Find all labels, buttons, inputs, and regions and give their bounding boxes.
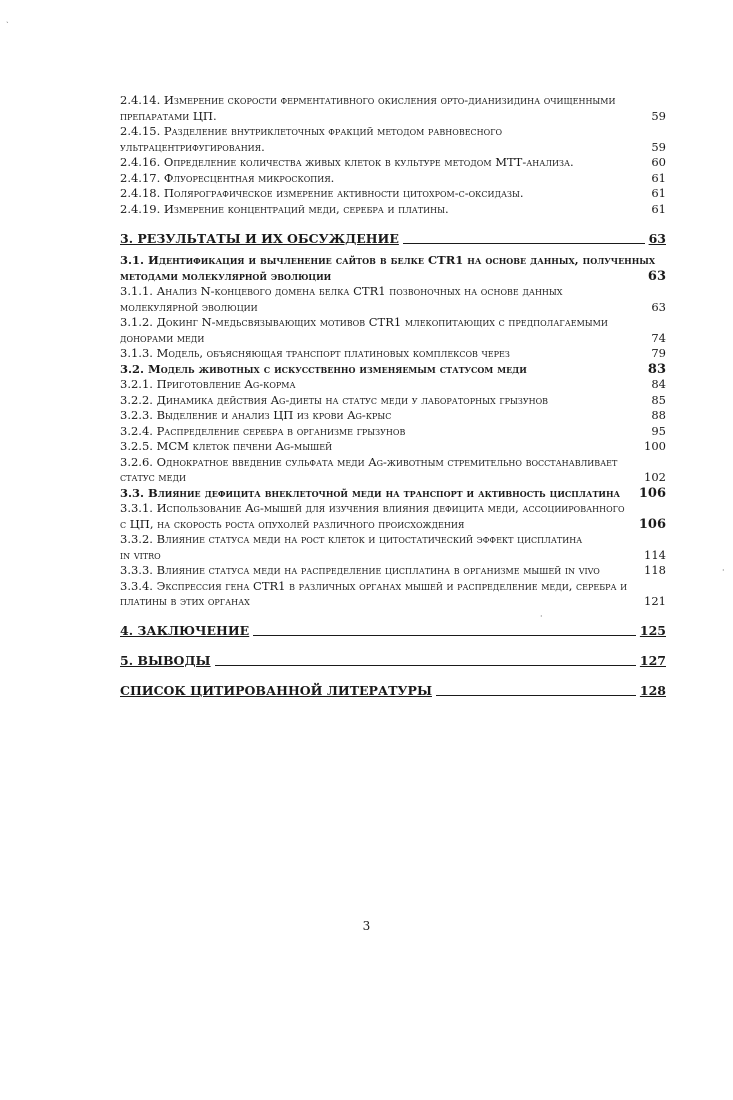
- toc-entry-text: 2.4.18. Полярографическое измерение активности цитохром-с-оксидазы.: [120, 186, 524, 200]
- toc-entry-2-4-14[interactable]: [120, 93, 666, 124]
- toc-page-number: 60: [651, 155, 666, 169]
- toc-entry-2-4-17[interactable]: [120, 171, 666, 187]
- toc-entry-text: 3.2.6. Однократное введение сульфата меди Ag-животным стремительно восстанавливает: [120, 454, 618, 469]
- toc-page-number: 74: [651, 330, 666, 345]
- toc-page-number: 118: [644, 563, 666, 577]
- toc-page-number: 106: [638, 485, 666, 501]
- leader-line: [253, 635, 636, 636]
- toc-entry-3-2-1[interactable]: [120, 377, 666, 393]
- toc-entry-3-3-4[interactable]: [120, 579, 666, 610]
- toc-entry-text: 3.2. Модель животных с искусственно изменяемым статусом меди: [120, 361, 527, 376]
- toc-chapter-4[interactable]: [120, 623, 666, 639]
- toc-references[interactable]: [120, 683, 666, 699]
- toc-entry-text: 3.2.3. Выделение и анализ ЦП из крови Ag-крыс: [120, 408, 392, 422]
- toc-page-number: 61: [651, 201, 666, 216]
- toc-entry-text: 3.3. Влияние дефицита внеклеточной меди на транспорт и активность цисплатина: [120, 485, 621, 500]
- toc-entry-3-2-4[interactable]: [120, 424, 666, 440]
- leader-line: [403, 243, 645, 244]
- toc-page-number: 61: [651, 170, 666, 185]
- toc-page-number: 128: [639, 682, 666, 698]
- toc-entry-text: 3.2.5. МСМ клеток печени Ag-мышей: [120, 439, 333, 453]
- toc-page-number: 102: [644, 470, 666, 484]
- toc-entry-text: методами молекулярной эволюции: [120, 268, 332, 283]
- toc-page-number: 100: [644, 439, 666, 453]
- toc-chapter-title: 5. ВЫВОДЫ: [120, 652, 211, 668]
- toc-entry-3-1-3[interactable]: [120, 346, 666, 362]
- toc-page-number: 63: [647, 268, 666, 284]
- toc-entry-3-1-1[interactable]: [120, 284, 666, 315]
- toc-entry-text: 3.1. Идентификация и вычленение сайтов в белке CTR1 на основе данных, полученных: [120, 253, 656, 267]
- table-of-contents: [120, 93, 666, 699]
- toc-entry-text: 2.4.19. Измерение концентраций меди, серебра и платины.: [120, 201, 449, 216]
- toc-entry-3-2-5[interactable]: [120, 439, 666, 455]
- toc-page-number: 59: [651, 108, 666, 123]
- leader-line: [436, 695, 636, 696]
- toc-chapter-title: 3. РЕЗУЛЬТАТЫ И ИХ ОБСУЖДЕНИЕ: [120, 231, 399, 246]
- toc-entry-text: 3.2.4. Распределение серебра в организме грызунов: [120, 423, 406, 438]
- toc-entry-text: 3.2.2. Динамика действия Ag-диеты на статус меди у лабораторных грызунов: [120, 392, 549, 407]
- toc-page-number: 114: [644, 547, 666, 562]
- toc-entry-3-2[interactable]: [120, 362, 666, 378]
- toc-page-number: 63: [651, 299, 666, 314]
- scan-speck: ˎ: [6, 14, 9, 23]
- toc-entry-text: 3.1.2. Докинг N-медьсвязывающих мотивов CTR1 млекопитающих с предполагаемыми: [120, 315, 608, 329]
- toc-page-number: 121: [644, 594, 666, 608]
- toc-entry-3-3-1[interactable]: [120, 501, 666, 532]
- toc-entry-text: 2.4.15. Разделение внутриклеточных фракций методом равновесного: [120, 124, 503, 138]
- toc-page-number: 59: [651, 139, 666, 154]
- toc-entry-text: 3.3.4. Экспрессия гена CTR1 в различных органах мышей и распределение меди, серебра и: [120, 578, 628, 593]
- toc-entry-text: 3.2.1. Приготовление Ag-корма: [120, 377, 296, 391]
- leader-line: [215, 665, 636, 666]
- toc-entry-text: с ЦП, на скорость роста опухолей различного происхождения: [120, 516, 465, 531]
- toc-entry-3-2-2[interactable]: [120, 393, 666, 409]
- page-number: 3: [362, 919, 371, 933]
- toc-entry-2-4-19[interactable]: [120, 202, 666, 218]
- toc-entry-3-1-2[interactable]: [120, 315, 666, 346]
- toc-page-number: 84: [651, 377, 666, 391]
- toc-page-number: 79: [651, 346, 666, 360]
- toc-chapter-3[interactable]: [120, 231, 666, 247]
- toc-entry-2-4-15[interactable]: [120, 124, 666, 155]
- toc-entry-text: статус меди: [120, 470, 186, 484]
- scan-speck: ·: [540, 612, 543, 621]
- toc-entry-text: 3.3.3. Влияние статуса меди на распределение цисплатина в организме мышей in vivo: [120, 563, 600, 577]
- toc-chapter-title: СПИСОК ЦИТИРОВАННОЙ ЛИТЕРАТУРЫ: [120, 682, 432, 698]
- toc-entry-3-1[interactable]: [120, 253, 666, 284]
- toc-page-number: 127: [639, 652, 666, 668]
- toc-chapter-title: 4. ЗАКЛЮЧЕНИЕ: [120, 622, 250, 638]
- toc-entry-3-2-3[interactable]: [120, 408, 666, 424]
- toc-page-number: 83: [647, 361, 666, 377]
- toc-entry-3-2-6[interactable]: [120, 455, 666, 486]
- toc-entry-3-3-3[interactable]: [120, 563, 666, 579]
- toc-entry-text: 3.1.3. Модель, объясняющая транспорт платиновых комплексов через: [120, 346, 510, 360]
- toc-page-number: 88: [651, 408, 666, 422]
- toc-entry-3-3-2[interactable]: [120, 532, 666, 563]
- toc-entry-text: 2.4.16. Определение количества живых клеток в культуре методом МТТ-анализа.: [120, 155, 574, 169]
- toc-page-number: 125: [639, 622, 666, 638]
- scan-speck: ·: [722, 566, 725, 575]
- toc-chapter-5[interactable]: [120, 653, 666, 669]
- toc-entry-text: ультрацентрифугирования.: [120, 139, 265, 154]
- toc-entry-text: платины в этих органах: [120, 594, 250, 608]
- toc-entry-text: 3.3.1. Использование Ag-мышей для изучения влияния дефицита меди, ассоциированного: [120, 501, 625, 515]
- toc-entry-text: 3.3.2. Влияние статуса меди на рост клеток и цитостатический эффект цисплатина: [120, 532, 583, 546]
- toc-entry-text: 2.4.14. Измерение скорости ферментативного окисления орто-дианизидина очищенными: [120, 93, 616, 107]
- toc-entry-text: 3.1.1. Анализ N-концевого домена белка CTR1 позвоночных на основе данных: [120, 284, 563, 298]
- toc-page-number: 106: [638, 516, 666, 532]
- toc-entry-2-4-18[interactable]: [120, 186, 666, 202]
- toc-entry-text: 2.4.17. Флуоресцентная микроскопия.: [120, 170, 335, 185]
- toc-page-number: 61: [651, 186, 666, 200]
- toc-entry-3-3[interactable]: [120, 486, 666, 502]
- toc-page-number: 85: [651, 392, 666, 407]
- toc-entry-2-4-16[interactable]: [120, 155, 666, 171]
- toc-entry-text: молекулярной эволюции: [120, 299, 258, 314]
- toc-entry-text: in vitro: [120, 547, 161, 562]
- toc-entry-text: донорами меди: [120, 330, 205, 345]
- toc-page-number: 95: [651, 423, 666, 438]
- toc-entry-text: препаратами ЦП.: [120, 108, 217, 123]
- toc-page-number: 63: [648, 231, 666, 246]
